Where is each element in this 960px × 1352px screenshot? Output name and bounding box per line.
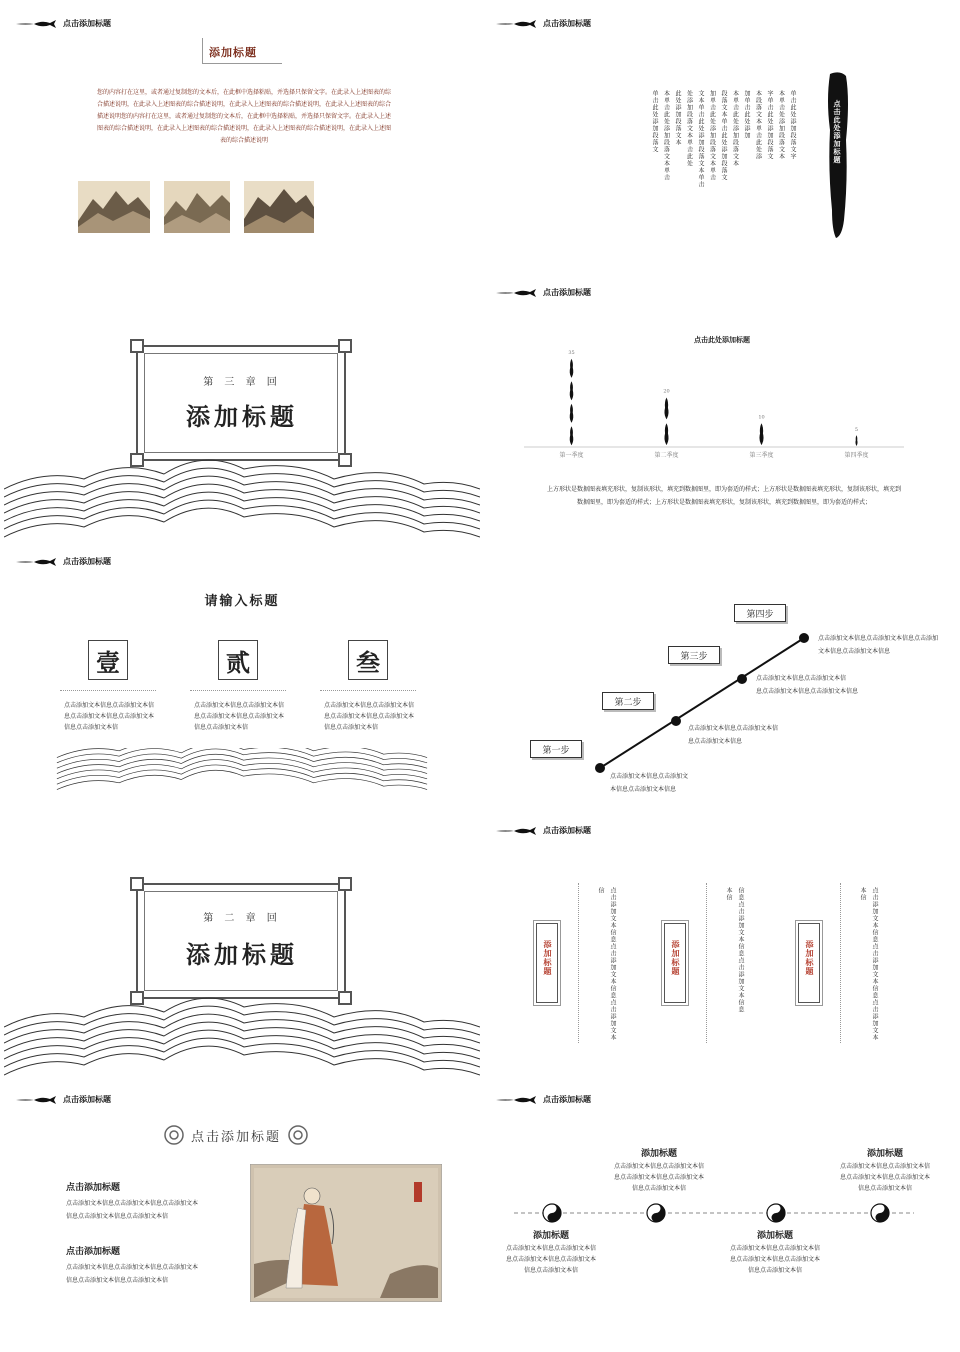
vertical-text-column: 处添加段落文本单击此处 [685, 90, 693, 167]
scroll-text: 本信 [725, 887, 732, 901]
block-line: 信息点击添加文本信息点击添加文本信 [66, 1277, 169, 1284]
block-line: 点击添加文本信息点击添加文本信息点击添加文本 [66, 1264, 199, 1271]
slide-7[interactable] [4, 811, 480, 1077]
slide-10[interactable] [484, 1080, 960, 1346]
header-label: 点击添加标题 [63, 18, 111, 28]
item-text[interactable] [324, 700, 424, 733]
cloud-scroll-icon [287, 1124, 309, 1146]
fish-icon [496, 826, 540, 836]
item-title: 添加标题 [640, 1149, 677, 1159]
step-line: 点击添加文本信息点击添加文本信 [688, 725, 779, 732]
step-label[interactable]: 第二步 [602, 692, 654, 710]
vertical-text-column: 本单击此处添加段落文本单击 [662, 90, 670, 181]
block-line: 信息点击添加文本信息点击添加文本信 [66, 1213, 169, 1220]
bar[interactable] [664, 398, 668, 446]
block-title: 点击添加标题 [66, 1183, 121, 1193]
slide-header [16, 1094, 111, 1105]
item-line: 信息点击添加文本信 [857, 1185, 912, 1192]
landscape-image-2[interactable] [164, 181, 230, 233]
frame-corner [338, 339, 352, 353]
vertical-text-column: 本单击处添加段落文本 [777, 90, 785, 160]
yin-yang-icon [542, 1203, 562, 1223]
item-line: 息点击添加文本信息点击添加文本 [324, 713, 415, 720]
slide-title[interactable]: 请输入标题 [204, 594, 280, 609]
yin-yang-icon [766, 1203, 786, 1223]
vertical-text-column: 段落文本单击此处添加段落文 [720, 90, 727, 181]
step-line: 息点击添加文本信息 [688, 738, 743, 745]
figure-painting[interactable] [250, 1164, 442, 1302]
tick-label: 第三季度 [749, 452, 774, 459]
bar-chart[interactable] [524, 347, 904, 477]
slide-header [16, 18, 111, 29]
fish-icon [496, 19, 540, 29]
paragraph-line: 描述说明您的内容打在这里，或者通过复制您的文本后，在此框中选择粘贴，并选择只保留文字。在此录入上述 [96, 113, 391, 120]
slide-3[interactable] [4, 273, 480, 539]
paragraph-line: 您的内容打在这里，或者通过复制您的文本后，在此框中选择粘贴，并选择只保留文字。在此录入上述图表的综 [96, 89, 391, 96]
paragraph-line: 表的综合描述说明 [219, 137, 268, 144]
tick-label: 第四季度 [844, 452, 869, 459]
bar[interactable] [759, 423, 763, 445]
item-line: 点击添加文本信息点击添加文本信 [64, 702, 155, 709]
block-line: 点击添加文本信息点击添加文本信息点击添加文本 [66, 1200, 199, 1207]
scroll-label[interactable] [664, 923, 686, 1003]
scroll-title: 添加标题 [543, 940, 553, 976]
data-label: 20 [663, 388, 670, 395]
step-text[interactable] [688, 722, 778, 748]
step-label[interactable]: 第三步 [668, 646, 720, 664]
numeral-box[interactable]: 壹 [88, 640, 128, 680]
item-line: 点击添加文本信息点击添加文本信 [613, 1163, 704, 1170]
item-line: 息点击添加文本信息点击添加文本 [194, 713, 285, 720]
vertical-text-column: 此处添加段落文本 [674, 90, 681, 146]
banner-title: 点击添加标题 [190, 1129, 281, 1145]
caption-line: 数据图里，即为套适的样式；上方形状是数据图表填充形状，复制该形状，填充到数据图里，即为套适的样式； [576, 499, 871, 506]
chart-caption [524, 483, 924, 509]
scroll-title: 添加标题 [805, 940, 815, 976]
caption-line: 上方形状是数据图表填充形状，复制该形状，填充到数据图里，即为套适的样式；上方形状是数据图表填充形状，复制该形状，填充到 [546, 486, 901, 493]
data-label: 35 [568, 350, 575, 356]
slide-5[interactable] [4, 542, 480, 808]
step-line: 文本信息点击添加文本信息 [818, 648, 891, 655]
slide-header [496, 287, 591, 298]
frame-corner [130, 877, 144, 891]
slide-header [496, 18, 591, 29]
paragraph-line: 合描述说明，在此录入上述图表的综合描述说明，在此录入上述图表的综合描述说明，在此录入上述图表的综合 [96, 101, 391, 108]
chapter-title[interactable]: 添加标题 [186, 940, 298, 969]
item-line: 信息点击添加文本信 [747, 1267, 802, 1274]
step-line: 息点击添加文本信息点击添加文本信息 [756, 688, 859, 695]
paragraph[interactable] [74, 87, 414, 147]
data-label: 5 [854, 427, 859, 434]
tick-label: 第二季度 [654, 452, 679, 459]
item-line: 点击添加文本信息点击添加文本信 [505, 1245, 596, 1252]
vertical-text-column: 单击此处添加段落文字 [789, 90, 796, 160]
item-text[interactable] [64, 700, 164, 733]
step-label[interactable]: 第一步 [530, 740, 582, 758]
item-line: 点击添加文本信息点击添加文本信 [729, 1245, 820, 1252]
chapter-title[interactable]: 添加标题 [186, 402, 298, 431]
numeral-box[interactable]: 贰 [218, 640, 258, 680]
slide-2[interactable] [484, 4, 960, 270]
data-label: 10 [758, 414, 765, 421]
step-line: 点击添加文本信息点击添加文本信息点击添加 [818, 635, 939, 642]
item-line: 点击添加文本信息点击添加文本信 [324, 702, 415, 709]
text-block[interactable] [66, 1180, 198, 1223]
slide-8[interactable] [484, 811, 960, 1077]
item-line: 点击添加文本信息点击添加文本信 [839, 1163, 930, 1170]
yin-yang-icon [870, 1203, 890, 1223]
vertical-text-column: 本段落文本单击此处添 [754, 90, 762, 160]
timeline-item[interactable] [496, 1228, 606, 1276]
chapter-label: 第 二 章 回 [203, 913, 281, 924]
yin-yang-icon [646, 1203, 666, 1223]
bar[interactable] [855, 435, 857, 446]
vertical-text-column: 单击此处添加段落文 [651, 90, 658, 153]
fish-icon [16, 557, 60, 567]
vertical-text-column: 字单击此处添加段落文 [766, 90, 773, 160]
header-label: 点击添加标题 [543, 1094, 591, 1104]
fish-icon [16, 1095, 60, 1105]
item-line: 息点击添加文本信息点击添加文本 [64, 713, 155, 720]
item-line: 信息点击添加文本信 [324, 724, 379, 731]
header-label: 点击添加标题 [63, 556, 111, 566]
slide-header [496, 825, 591, 836]
divider [60, 690, 156, 691]
landscape-image-1[interactable] [78, 181, 150, 233]
tick-label: 第一季度 [559, 452, 584, 459]
divider [190, 690, 286, 691]
item-title: 添加标题 [866, 1149, 903, 1159]
item-line: 息点击添加文本信息点击添加文本 [613, 1174, 704, 1181]
scroll-text: 点击添加文本信息点击添加文本信息点击添加文本 [871, 887, 878, 1041]
item-line: 信息点击添加文本信 [631, 1185, 686, 1192]
item-line: 息点击添加文本信息点击添加文本 [729, 1256, 820, 1263]
fish-icon [496, 288, 540, 298]
chart-title: 点击此处添加标题 [694, 335, 750, 344]
step-line: 本信息点击添加文本信息 [610, 786, 677, 793]
slide-1[interactable] [4, 4, 480, 270]
scroll-label[interactable] [798, 923, 820, 1003]
text-block[interactable] [66, 1244, 198, 1287]
block-title: 点击添加标题 [66, 1247, 121, 1257]
step-line [484, 542, 960, 808]
header-label: 点击添加标题 [543, 287, 591, 297]
scroll-text: 本信 [859, 887, 866, 901]
vertical-text-column: 加单击此处添加 [743, 90, 750, 139]
item-text[interactable] [194, 700, 294, 733]
item-line: 信息点击添加文本信 [64, 724, 119, 731]
slide-2-title[interactable]: 点击此处添加标题 [833, 100, 842, 164]
mountain-line-art [4, 987, 480, 1077]
vertical-text-column: 本单击此处添加段落文本 [731, 90, 739, 167]
scroll-label[interactable] [536, 923, 558, 1003]
mountain-line-art [4, 449, 480, 539]
scroll-title: 添加标题 [671, 940, 681, 976]
slide-9[interactable] [4, 1080, 480, 1346]
scroll-text: 信息点击添加文本信息点击添加文本信息 [737, 887, 744, 1013]
slide-6[interactable] [484, 542, 960, 808]
step-text[interactable] [610, 770, 688, 796]
mountain-line-art [4, 748, 480, 808]
paragraph-line: 图表的综合描述说明，在此录入上述图表的综合描述说明，在此录入上述图表的综合描述说明，在此录入上述图 [96, 125, 391, 132]
step-label[interactable]: 第四步 [734, 604, 786, 622]
header-label: 点击添加标题 [63, 1094, 111, 1104]
step-text[interactable] [756, 672, 858, 698]
step-text[interactable] [818, 632, 938, 658]
step-line: 点击添加文本信息点击添加文 [610, 773, 689, 780]
item-line: 信息点击添加文本信 [523, 1267, 578, 1274]
header-label: 点击添加标题 [543, 18, 591, 28]
bar[interactable] [570, 359, 574, 446]
header-label: 点击添加标题 [543, 825, 591, 835]
item-line: 息点击添加文本信息点击添加文本 [839, 1174, 930, 1181]
slide-title[interactable]: 添加标题 [209, 46, 257, 59]
timeline-item[interactable] [720, 1228, 830, 1276]
divider [320, 690, 416, 691]
vertical-text-column: 文本单击此处添加段落文本单击 [697, 90, 704, 188]
chapter-label: 第 三 章 回 [203, 377, 281, 388]
fish-icon [16, 19, 60, 29]
scroll-text: 信 [597, 887, 604, 894]
vertical-rule [578, 883, 579, 1043]
slide-header [16, 556, 111, 567]
vertical-rule [840, 883, 841, 1043]
landscape-image-3[interactable] [244, 181, 314, 233]
numeral-box[interactable]: 叁 [348, 640, 388, 680]
step-line: 点击添加文本信息点击添加文本信 [756, 675, 847, 682]
banner[interactable] [152, 1124, 320, 1146]
frame-corner [338, 877, 352, 891]
frame-corner [130, 339, 144, 353]
item-title: 添加标题 [756, 1231, 793, 1241]
slide-4[interactable] [484, 273, 960, 539]
timeline-item[interactable] [604, 1146, 714, 1194]
item-line: 信息点击添加文本信 [194, 724, 249, 731]
cloud-scroll-icon [163, 1124, 185, 1146]
item-line: 点击添加文本信息点击添加文本信 [194, 702, 285, 709]
item-title: 添加标题 [532, 1231, 569, 1241]
scroll-text: 点击添加文本信息点击添加文本信息点击添加文本 [609, 887, 616, 1041]
timeline-item[interactable] [830, 1146, 940, 1194]
item-line: 息点击添加文本信息点击添加文本 [505, 1256, 596, 1263]
vertical-text-column: 加单击此处添加段落文本单击 [708, 90, 716, 181]
vertical-rule [706, 883, 707, 1043]
